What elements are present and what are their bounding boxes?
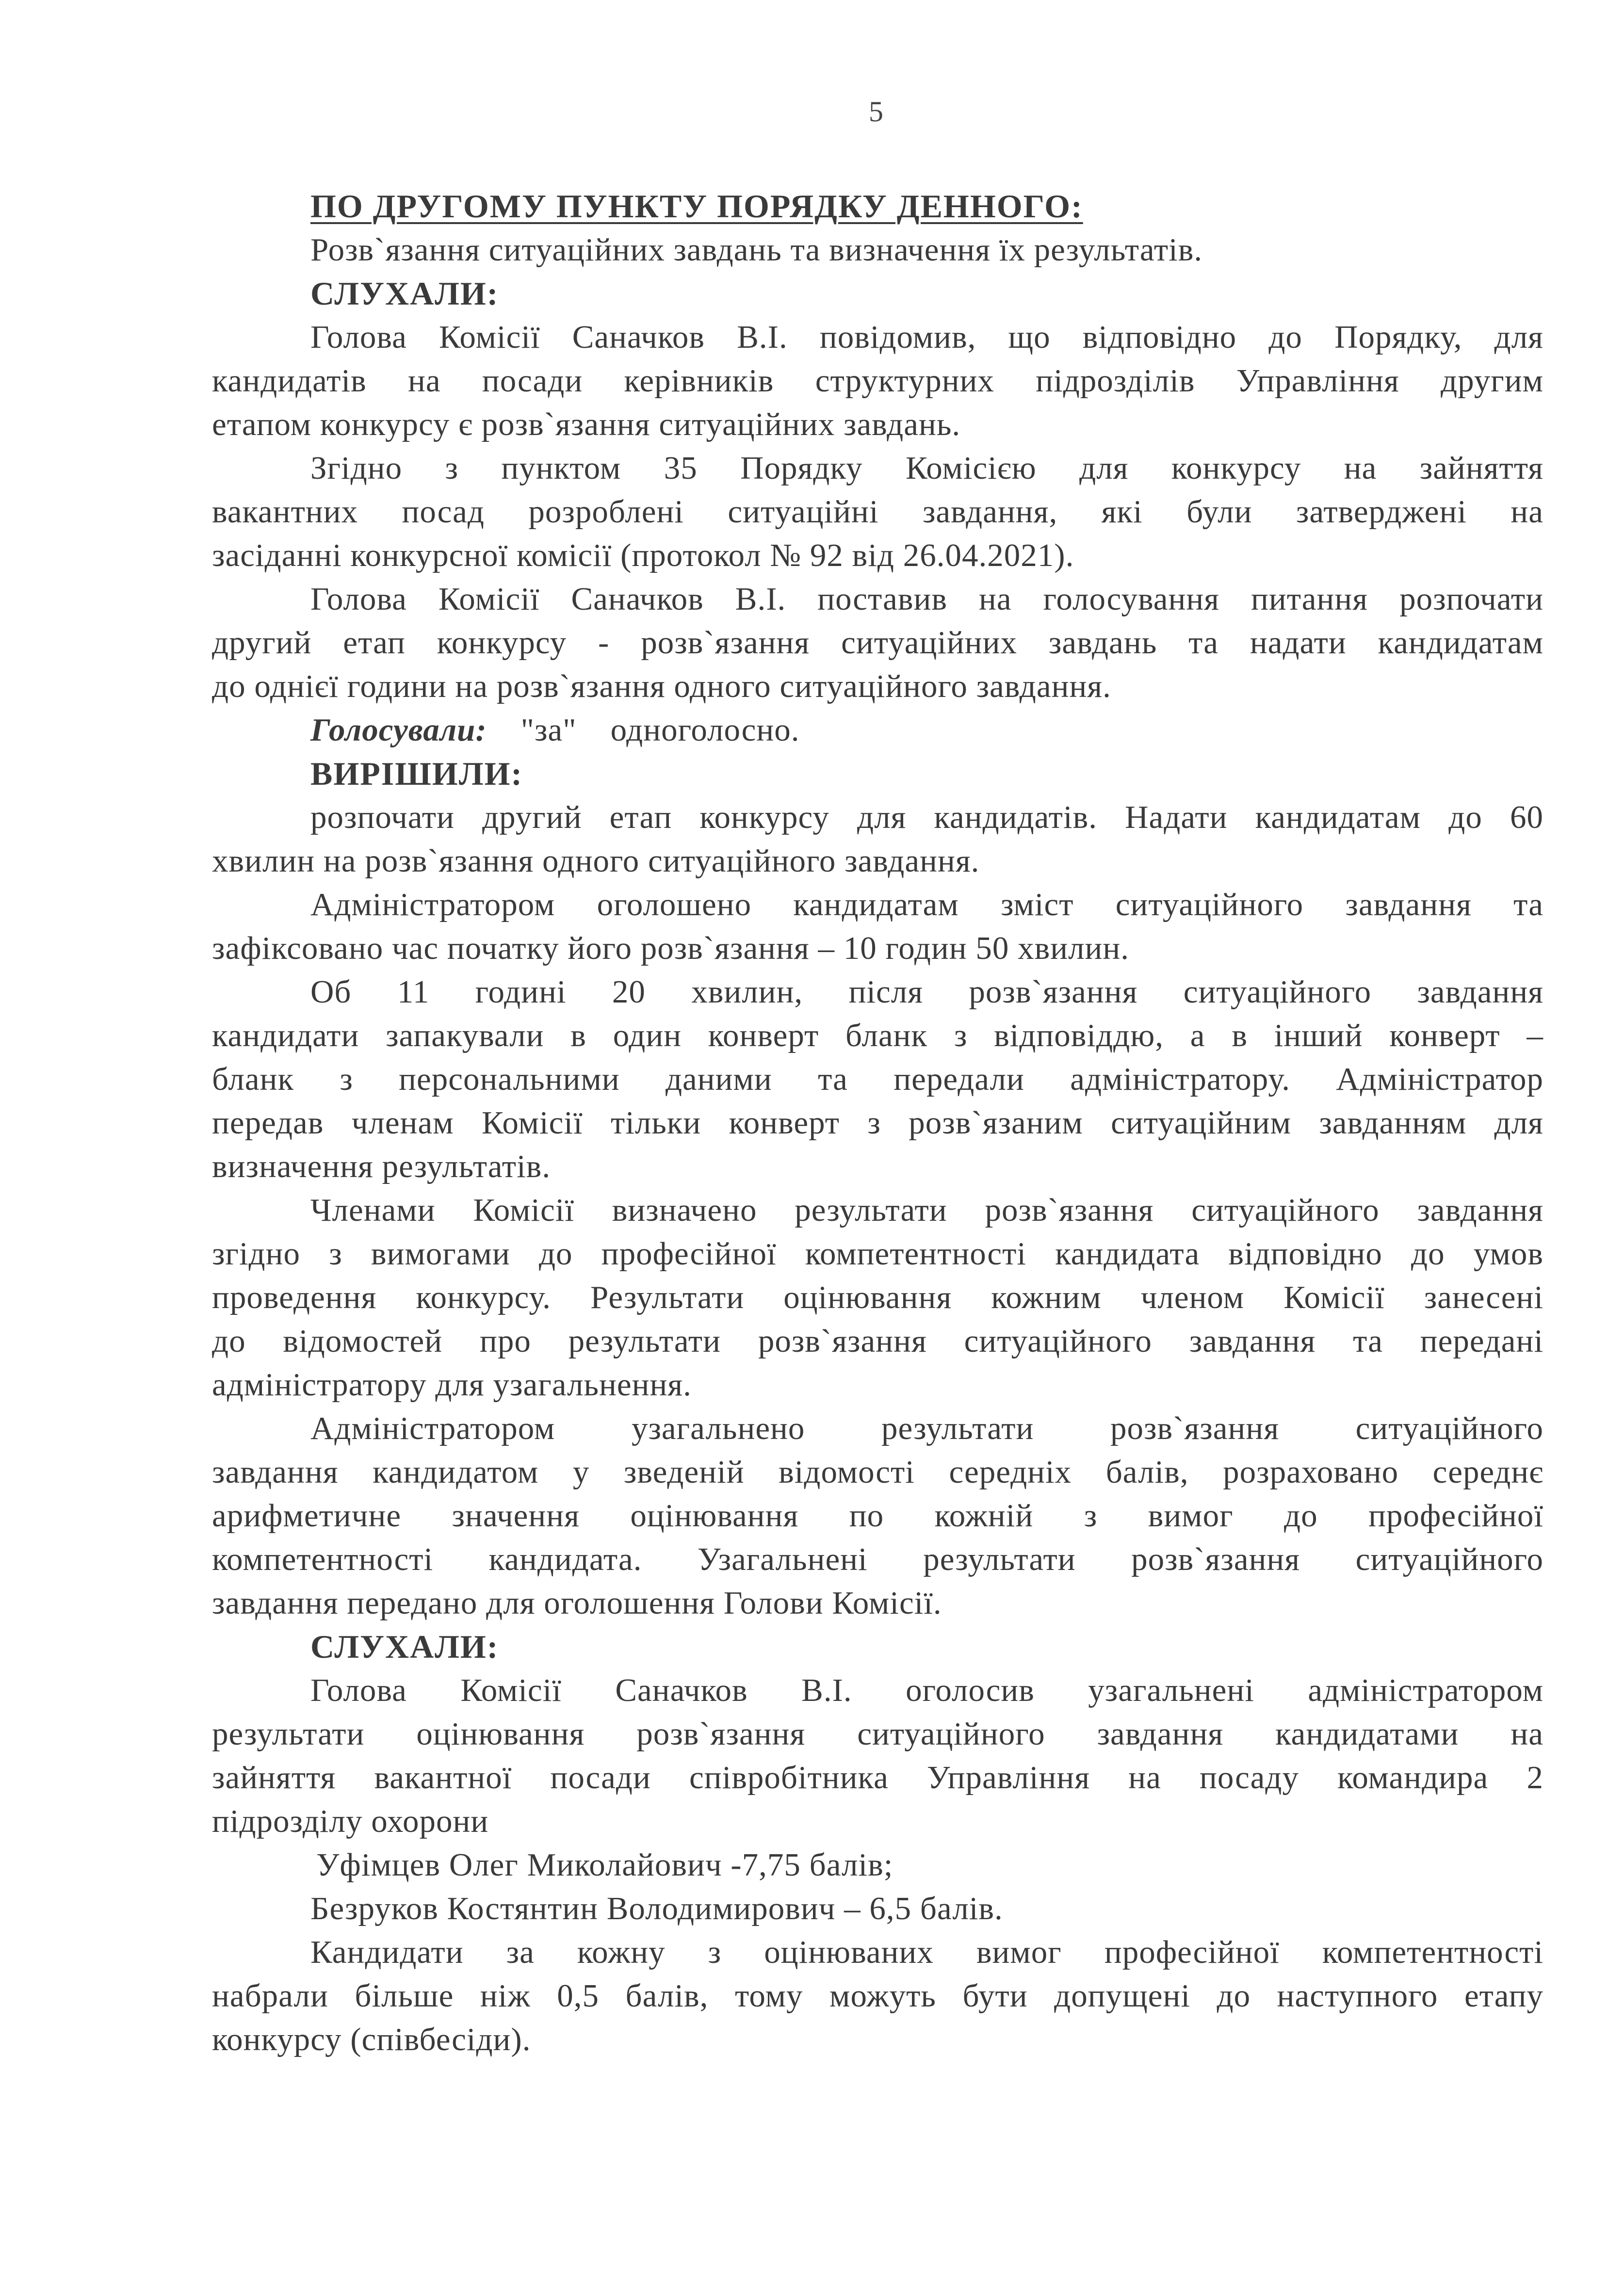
text-line: Голова Комісії Саначков В.І. поставив на голосування питання розпочати (310, 581, 1543, 617)
text-line: Об 11 годині 20 хвилин, після розв`язання ситуаційного завдання (310, 974, 1543, 1010)
text-line: визначення результатів. (212, 1149, 551, 1184)
section-subtitle: Розв`язання ситуаційних завдань та визначення їх результатів. (310, 232, 1203, 268)
text-line: Згідно з пунктом 35 Порядку Комісією для конкурсу на зайняття (310, 450, 1543, 486)
text-line: бланк з персональними даними та передали адміністратору. Адміністратор (212, 1061, 1543, 1097)
text-line: набрали більше ніж 0,5 балів, тому можуть бути допущені до наступного етапу (212, 1978, 1543, 2014)
vote-line (212, 708, 1543, 752)
text-line: арифметичне значення оцінювання по кожній з вимог до професійної (212, 1498, 1543, 1534)
text-line: до однієї години на розв`язання одного ситуаційного завдання. (212, 668, 1111, 704)
text-line: розпочати другий етап конкурсу для кандидатів. Надати кандидатам до 60 (310, 799, 1543, 835)
heard-2-paragraph-1 (212, 1668, 1543, 1843)
text-line: Голова Комісії Саначков В.І. повідомив, що відповідно до Порядку, для (310, 319, 1543, 355)
heard-1-paragraph-3 (212, 577, 1543, 708)
candidate-result-1: Уфімцев Олег Миколайович -7,75 балів; (316, 1847, 893, 1883)
text-line: засіданні конкурсної комісії (протокол № 92 від 26.04.2021). (212, 537, 1074, 573)
text-line: адміністратору для узагальнення. (212, 1367, 692, 1403)
decided-paragraph-2 (212, 883, 1543, 970)
heard-heading-2: СЛУХАЛИ: (310, 1628, 499, 1665)
heard-2-paragraph-2 (212, 1930, 1543, 2061)
text-line: зайняття вакантної посади співробітника Управління на посаду командира 2 (212, 1760, 1543, 1796)
text-line: другий етап конкурсу - розв`язання ситуаційних завдань та надати кандидатам (212, 625, 1543, 661)
heard-1-paragraph-1 (212, 315, 1543, 446)
decided-paragraph-1 (212, 795, 1543, 883)
decided-paragraph-5 (212, 1407, 1543, 1625)
vote-value: "за" (520, 712, 577, 748)
decided-heading: ВИРІШИЛИ: (310, 755, 523, 792)
text-line: компетентності кандидата. Узагальнені результати розв`язання ситуаційного (212, 1541, 1543, 1577)
text-line: кандидатів на посади керівників структурних підрозділів Управління другим (212, 363, 1543, 399)
text-line: Адміністратором узагальнено результати розв`язання ситуаційного (310, 1410, 1543, 1446)
text-line: вакантних посад розроблені ситуаційні завдання, які були затверджені на (212, 494, 1543, 530)
decided-paragraph-3 (212, 970, 1543, 1188)
text-line: конкурсу (співбесіди). (212, 2022, 531, 2057)
text-line: кандидати запакували в один конверт бланк з відповіддю, а в інший конверт – (212, 1018, 1543, 1053)
text-line: завдання кандидатом у зведеній відомості середніх балів, розраховано середнє (212, 1454, 1543, 1490)
document-body (212, 184, 1543, 2061)
decided-paragraph-4 (212, 1188, 1543, 1407)
text-line: до відомостей про результати розв`язання ситуаційного завдання та передані (212, 1323, 1543, 1359)
text-line: зафіксовано час початку його розв`язання – 10 годин 50 хвилин. (212, 930, 1130, 966)
text-line: Голова Комісії Саначков В.І. оголосив узагальнені адміністратором (310, 1672, 1543, 1708)
text-line: результати оцінювання розв`язання ситуаційного завдання кандидатами на (212, 1716, 1543, 1752)
vote-result: одноголосно. (610, 712, 800, 748)
page-number: 5 (869, 96, 883, 128)
text-line: передав членам Комісії тільки конверт з розв`язаним ситуаційним завданням для (212, 1105, 1543, 1141)
text-line: завдання передано для оголошення Голови Комісії. (212, 1585, 942, 1621)
text-line: хвилин на розв`язання одного ситуаційного завдання. (212, 843, 980, 879)
text-line: згідно з вимогами до професійної компетентності кандидата відповідно до умов (212, 1236, 1543, 1272)
vote-label: Голосували: (310, 712, 487, 748)
text-line: Адміністратором оголошено кандидатам зміст ситуаційного завдання та (310, 887, 1543, 922)
section-title: ПО ДРУГОМУ ПУНКТУ ПОРЯДКУ ДЕННОГО: (310, 188, 1083, 225)
text-line: підрозділу охорони (212, 1803, 489, 1839)
heard-1-paragraph-2 (212, 446, 1543, 577)
text-line: Членами Комісії визначено результати розв`язання ситуаційного завдання (310, 1192, 1543, 1228)
heard-heading-1: СЛУХАЛИ: (310, 275, 499, 312)
text-line: Кандидати за кожну з оцінюваних вимог професійної компетентності (310, 1934, 1543, 1970)
candidate-result-2: Безруков Костянтин Володимирович – 6,5 балів. (310, 1891, 1003, 1926)
text-line: проведення конкурсу. Результати оцінювання кожним членом Комісії занесені (212, 1279, 1543, 1315)
text-line: етапом конкурсу є розв`язання ситуаційних завдань. (212, 406, 961, 442)
